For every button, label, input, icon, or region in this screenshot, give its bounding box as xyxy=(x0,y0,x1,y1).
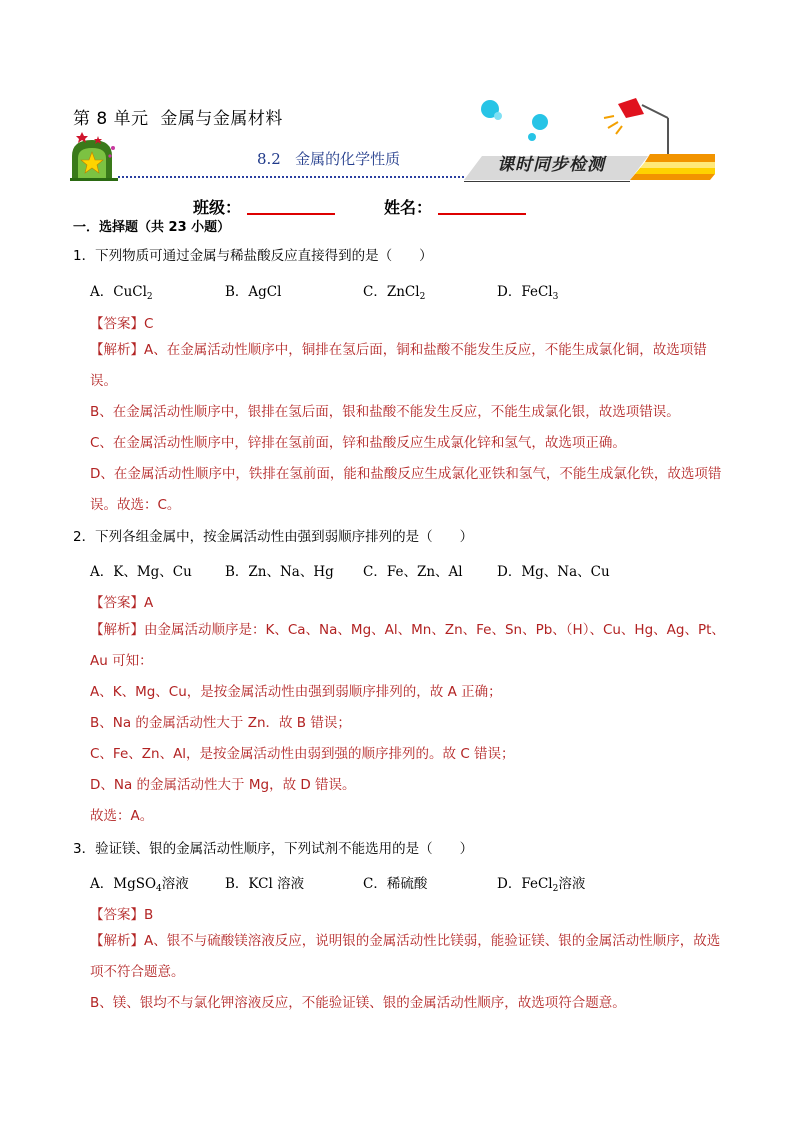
explanation-line: 【解析】由金属活动顺序是：K、Ca、Na、Mg、Al、Mn、Zn、Fe、Sn、Pb、（H）、Cu、Hg、Ag、Pt、Au 可知： xyxy=(90,622,725,669)
option-b: B．AgCl xyxy=(225,284,282,300)
answer-line: 【答案】C xyxy=(90,316,154,332)
class-field[interactable] xyxy=(193,195,335,218)
option-b: B．KCl 溶液 xyxy=(225,876,305,892)
option-d: D．FeCl$_3$ xyxy=(497,284,559,302)
explanation-line: B、Na 的金属活动性大于 Zn．故 B 错误； xyxy=(90,715,351,731)
section-number: 8.2 xyxy=(257,150,281,168)
name-blank-line[interactable] xyxy=(438,199,526,215)
explanation-line: 故选：A。 xyxy=(90,808,154,824)
header-divider xyxy=(118,176,464,178)
class-label: 班级： xyxy=(193,198,242,217)
desk-lamp-icon xyxy=(604,98,668,154)
bubbles-icon xyxy=(481,100,548,141)
option-c: C．稀硫酸 xyxy=(363,876,428,892)
option-a: A．K、Mg、Cu xyxy=(90,564,192,580)
answer-line: 【答案】A xyxy=(90,595,154,611)
explanation-line: A、K、Mg、Cu，是按金属活动性由强到弱顺序排列的，故 A 正确； xyxy=(90,684,502,700)
explanation-line: D、Na 的金属活动性大于 Mg，故 D 错误。 xyxy=(90,777,356,793)
explanation-block xyxy=(90,615,726,832)
option-a: A．MgSO$_4$溶液 xyxy=(90,876,189,894)
explanation-line: C、在金属活动性顺序中，锌排在氢前面，锌和盐酸反应生成氯化锌和氢气，故选项正确。 xyxy=(90,435,626,451)
option-d: D．FeCl$_2$溶液 xyxy=(497,876,586,894)
answer-line: 【答案】B xyxy=(90,907,154,923)
explanation-line: B、镁、银均不与氯化钾溶液反应，不能验证镁、银的金属活动性顺序，故选项符合题意。 xyxy=(90,995,626,1011)
explanation-line: D、在金属活动性顺序中，铁排在氢前面，能和盐酸反应生成氯化亚铁和氢气，不能生成氯化铁，故选项错误。故选：C。 xyxy=(90,466,722,513)
section-name: 金属的化学性质 xyxy=(295,150,401,168)
question-stem: 1．下列物质可通过金属与稀盐酸反应直接得到的是（ ） xyxy=(73,248,433,264)
section-title xyxy=(257,148,400,169)
option-a: A．CuCl$_2$ xyxy=(90,284,153,302)
question-stem: 3．验证镁、银的金属活动性顺序，下列试剂不能选用的是（ ） xyxy=(73,841,474,857)
star-badge-icon xyxy=(70,132,118,181)
explanation-block xyxy=(90,335,726,521)
section-heading: 一．选择题（共 23 小题） xyxy=(73,220,231,235)
name-label: 姓名： xyxy=(384,198,433,217)
explanation-line: B、在金属活动性顺序中，银排在氢后面，银和盐酸不能发生反应，不能生成氯化银，故选项错误。 xyxy=(90,404,680,420)
question-stem: 2．下列各组金属中，按金属活动性由强到弱顺序排列的是（ ） xyxy=(73,529,474,545)
explanation-line: 【解析】A、在金属活动性顺序中，铜排在氢后面，铜和盐酸不能发生反应，不能生成氯化铜，故选项错误。 xyxy=(90,342,707,389)
explanation-block xyxy=(90,926,726,1019)
explanation-line: C、Fe、Zn、Al，是按金属活动性由弱到强的顺序排列的。故 C 错误； xyxy=(90,746,515,762)
unit-title: 第 8 单元 金属与金属材料 xyxy=(73,109,283,129)
class-blank-line[interactable] xyxy=(247,199,335,215)
option-d: D．Mg、Na、Cu xyxy=(497,564,610,580)
sync-test-label: 课时同步检测 xyxy=(497,155,605,175)
option-c: C．ZnCl$_2$ xyxy=(363,284,426,302)
option-b: B．Zn、Na、Hg xyxy=(225,564,334,580)
explanation-line: 【解析】A、银不与硫酸镁溶液反应，说明银的金属活动性比镁弱，能验证镁、银的金属活动性顺序，故选项不符合题意。 xyxy=(90,933,721,980)
name-field[interactable] xyxy=(384,195,526,218)
option-c: C．Fe、Zn、Al xyxy=(363,564,463,580)
